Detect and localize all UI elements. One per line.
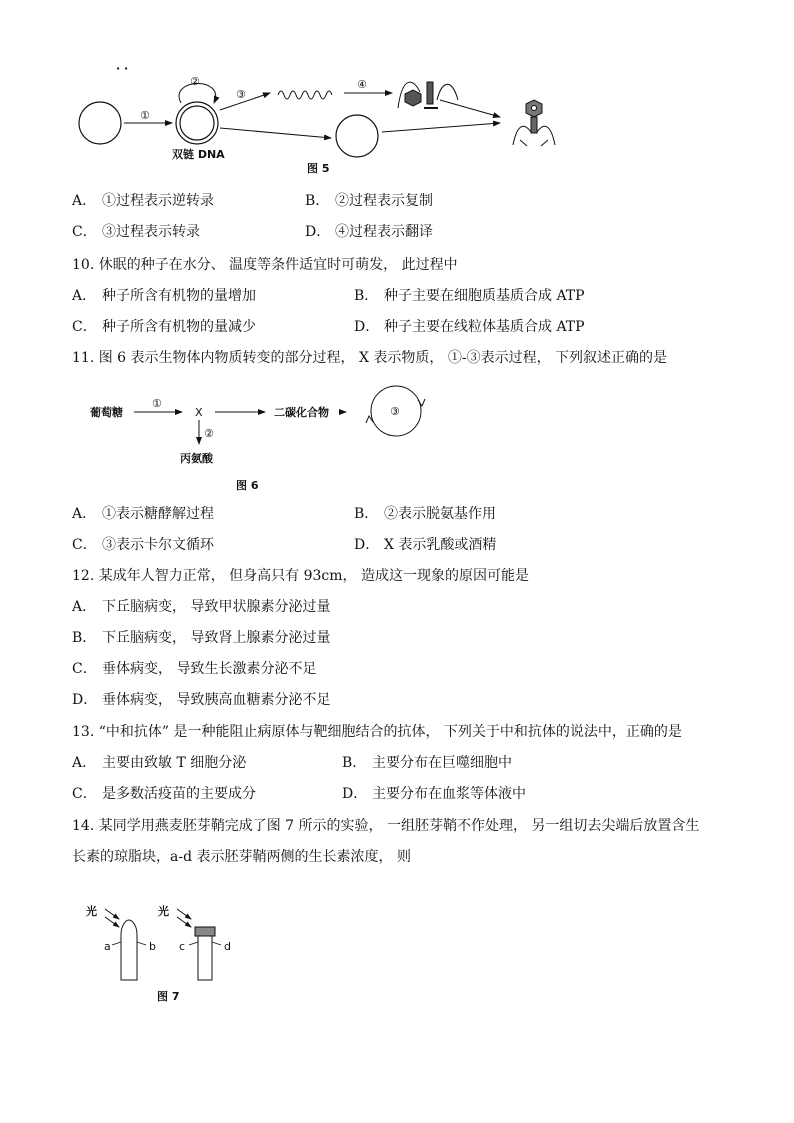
figure-5-diagram [0,0,794,180]
q9-option-a: ①过程表示逆转录 [102,193,214,209]
rna-circle [79,102,121,144]
figure-5-caption: 图 5 [307,162,330,175]
q10-stem: 10. 休眠的种子在水分、 温度等条件适宜时可萌发， 此过程中 [72,257,458,273]
q10-option-a-label: A． [72,288,97,304]
fig7-label-a: a [104,940,111,953]
q13-option-c: 是多数活疫苗的主要成分 [102,786,256,802]
q9-option-b-label: B． [305,193,330,209]
fig6-step3: ③ [390,405,400,418]
fig7-light-1: 光 [86,905,97,918]
mrna-wave [278,91,332,99]
q12-stem: 12. 某成年人智力正常， 但身高只有 93cm， 造成这一现象的原因可能是 [72,568,529,584]
q9-option-d-label: D． [305,224,331,240]
fig5-dna-label: 双链 DNA [172,148,225,161]
fig6-glucose: 葡萄糖 [90,406,123,419]
q10-option-b: 种子主要在细胞质基质合成 ATP [384,288,585,304]
q12-option-a-label: A． [72,599,97,615]
protein-components [398,82,458,108]
fig5-step2: ② [190,75,200,88]
q11-option-c: ③表示卡尔文循环 [102,537,214,553]
q9-option-c-label: C． [72,224,97,240]
q12-option-d-label: D． [72,692,98,708]
q11-option-c-label: C． [72,537,97,553]
q11-option-b-label: B． [354,506,379,522]
fig7-label-d: d [224,940,231,953]
q13-option-c-label: C． [72,786,97,802]
fig5-step3: ③ [236,88,246,101]
fig7-light-2: 光 [158,905,169,918]
viral-rna-circle [336,115,378,157]
q10-option-d: 种子主要在线粒体基质合成 ATP [384,319,585,335]
q9-option-c: ③过程表示转录 [102,224,200,240]
figure-6-diagram [0,380,794,500]
coleoptile-decapitated [198,936,212,980]
coleoptile-intact [121,920,137,980]
q13-option-b: 主要分布在巨噬细胞中 [372,755,512,771]
q10-option-c: 种子所含有机物的量减少 [102,319,256,335]
fig6-alanine: 丙氨酸 [180,452,213,465]
q12-option-a: 下丘脑病变， 导致甲状腺素分泌过量 [102,599,331,615]
q9-option-a-label: A． [72,193,97,209]
figure-6-caption: 图 6 [236,479,259,492]
fig5-dots: · · [116,62,129,75]
q13-option-d-label: D． [342,786,368,802]
q9-option-b: ②过程表示复制 [335,193,433,209]
q11-option-a: ①表示糖酵解过程 [102,506,214,522]
q13-option-a: 主要由致敏 T 细胞分泌 [102,755,247,771]
fig7-label-c: c [179,940,186,953]
assembled-virus [513,100,555,146]
q12-option-d: 垂体病变， 导致胰高血糖素分泌不足 [102,692,331,708]
fig6-step1: ① [152,397,162,410]
q9-option-d: ④过程表示翻译 [335,224,433,240]
fig6-two-carbon: 二碳化合物 [274,406,329,419]
agar-block [195,927,215,936]
q12-option-c-label: C． [72,661,97,677]
q11-option-d: X 表示乳酸或酒精 [384,537,497,553]
q13-stem: 13. “中和抗体” 是一种能阻止病原体与靶细胞结合的抗体， 下列关于中和抗体的说法中，正确的是 [72,724,682,740]
figure-7-caption: 图 7 [157,990,180,1003]
fig5-step4: ④ [357,78,367,91]
q10-option-a: 种子所含有机物的量增加 [102,288,256,304]
fig6-step2: ② [204,427,214,440]
q14-stem-line2: 长素的琼脂块，a-d 表示胚芽鞘两侧的生长素浓度， 则 [72,849,411,865]
figure-7-diagram [0,895,794,1005]
q12-option-b-label: B． [72,630,97,646]
q13-option-a-label: A． [72,755,97,771]
fig6-x: X [195,406,203,419]
q10-option-d-label: D． [354,319,380,335]
q12-option-c: 垂体病变， 导致生长激素分泌不足 [102,661,317,677]
q13-option-b-label: B． [342,755,367,771]
fig5-step1: ① [140,109,150,122]
fig7-label-b: b [149,940,156,953]
dsdna-inner-circle [180,106,214,140]
q13-option-d: 主要分布在血浆等体液中 [372,786,526,802]
q10-option-c-label: C． [72,319,97,335]
q12-option-b: 下丘脑病变， 导致肾上腺素分泌过量 [102,630,331,646]
q14-stem-line1: 14. 某同学用燕麦胚芽鞘完成了图 7 所示的实验， 一组胚芽鞘不作处理， 另一组切去尖端后放置含生 [72,818,700,834]
dsdna-outer-circle [176,102,218,144]
q11-stem: 11. 图 6 表示生物体内物质转变的部分过程， X 表示物质， ①-③表示过程， 下列叙述正确的是 [72,350,668,366]
q11-option-d-label: D． [354,537,380,553]
q11-option-a-label: A． [72,506,97,522]
q11-option-b: ②表示脱氨基作用 [384,506,496,522]
q10-option-b-label: B． [354,288,379,304]
